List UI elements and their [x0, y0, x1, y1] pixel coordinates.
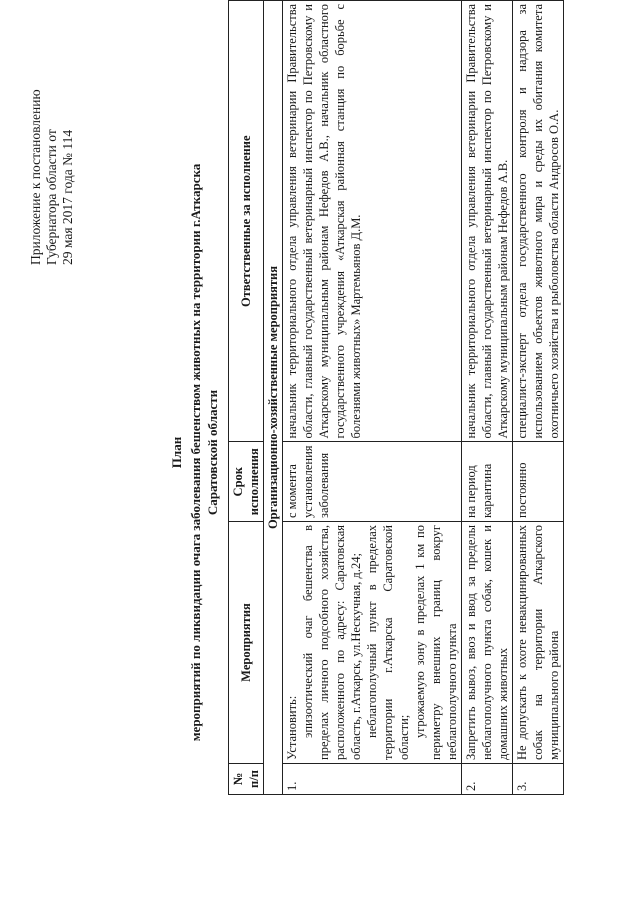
- row-num: 2.: [462, 764, 513, 795]
- table-header-row: [229, 1, 264, 795]
- row-responsible: начальник территориального отдела управления ветеринарии Правительства области, главный государственный ветеринарный инспектор по Петровскому и Аткарскому муниципальным районам Нефедов А.В.: [462, 1, 513, 442]
- measure-paragraph: эпизоотический очаг бешенства в пределах личного подсобного хозяйства, расположенного по адресу: Саратовская область, г.Аткарск, ул.Нескучная, д.24;: [301, 525, 363, 760]
- measure-intro: Установить:: [285, 695, 299, 760]
- row-responsible: специалист-эксперт отдела государственного контроля и надзора за использованием объектов животного мира и среды их обитания комитета охотничьего хозяйства и рыболовства области Андросов О.А.: [513, 1, 564, 442]
- header-measures: Мероприятия: [229, 522, 264, 764]
- approval-line-3: 29 мая 2017 года № 114: [60, 129, 75, 265]
- document-title: План: [169, 436, 184, 469]
- table-row: [283, 1, 462, 795]
- row-measure: Запретить вывоз, ввоз и ввод за пределы неблагополучного пункта собак, кошек и домашних животных: [462, 522, 513, 764]
- header-term: Срок исполнения: [229, 442, 264, 522]
- row-num: 1.: [283, 764, 462, 795]
- approval-stamp: [28, 25, 76, 265]
- row-term: на период карантина: [462, 442, 513, 522]
- measures-table: [228, 0, 564, 795]
- row-measure: [283, 522, 462, 764]
- measure-paragraph: угрожаемую зону в пределах 1 км по периметру внешних границ вокруг неблагополучного пункта: [413, 525, 459, 760]
- section-title: Организационно-хозяйственные мероприятия: [264, 1, 283, 795]
- row-term: постоянно: [513, 442, 564, 522]
- document-subtitle: мероприятий по ликвидации очага заболевания бешенством животных на территории г.Аткарска: [188, 163, 203, 742]
- table-row: [462, 1, 513, 795]
- row-responsible: начальник территориального отдела управления ветеринарии Правительства области, главный государственный ветеринарный инспектор по Петровскому и Аткарскому муниципальным районам Нефедов А.В., начальник областного государственного учреждения «Аткарская районная станция по борьбе с болезнями животных» Мартемьянов Д.М.: [283, 1, 462, 442]
- table-row: [513, 1, 564, 795]
- document-subtitle-region: Саратовской области: [205, 389, 220, 516]
- row-term: с момента установления заболевания: [283, 442, 462, 522]
- measure-paragraph: неблагополучный пункт в пределах территории г.Аткарска Саратовской области;: [365, 525, 411, 760]
- section-row: [264, 1, 283, 795]
- approval-line-1: Приложение к постановлению: [28, 89, 43, 265]
- header-responsible: Ответственные за исполнение: [229, 1, 264, 442]
- header-num: № п/п: [229, 764, 264, 795]
- row-num: 3.: [513, 764, 564, 795]
- row-measure: Не допускать к охоте невакцинированных собак на территории Аткарского муниципального района: [513, 522, 564, 764]
- approval-line-2: Губернатора области от: [44, 129, 59, 265]
